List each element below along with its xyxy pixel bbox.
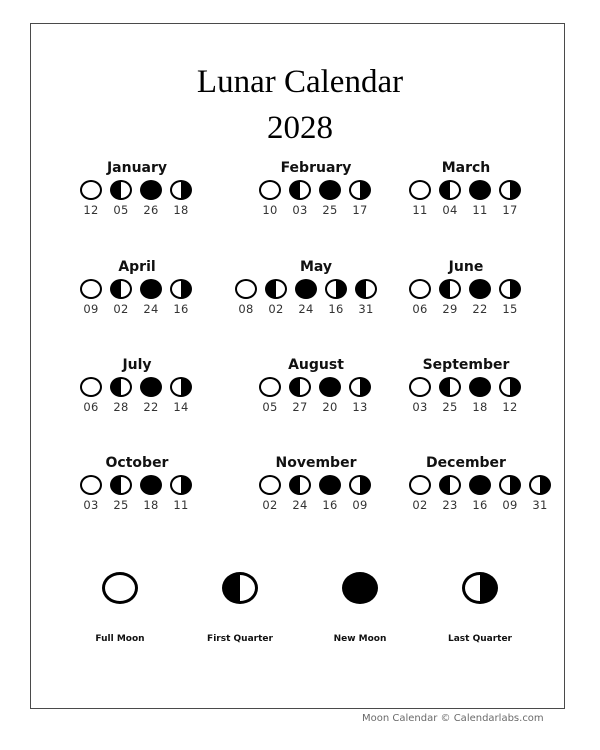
phase-row [52,277,222,337]
phase-last [525,473,555,512]
full-moon-icon [235,279,257,299]
month-name: September [422,357,510,373]
phase-day: 10 [262,203,278,217]
phase-last [495,473,525,512]
phase-new [315,178,345,217]
phase-new [465,473,495,512]
phase-day: 11 [173,498,189,512]
first-quarter-icon [439,279,461,299]
phase-first [351,277,381,316]
new-moon-icon [469,475,491,495]
full-moon-icon [259,475,281,495]
phase-first [285,375,315,414]
phase-full [76,473,106,512]
phase-first [106,178,136,217]
phase-row [381,375,551,435]
phase-first [435,375,465,414]
phase-new [315,473,345,512]
month-august [231,355,401,435]
first-quarter-icon [110,279,132,299]
phase-day: 18 [472,400,488,414]
full-moon-icon [80,180,102,200]
first-quarter-icon [289,377,311,397]
full-moon-icon [102,572,138,604]
full-moon-icon [259,180,281,200]
first-quarter-icon [355,279,377,299]
full-moon-icon [409,279,431,299]
phase-full [255,178,285,217]
first-quarter-icon [289,180,311,200]
phase-day: 16 [328,302,344,316]
year-title: 2028 [267,110,333,146]
phase-last [166,277,196,316]
last-quarter-icon [499,377,521,397]
phase-day: 09 [502,498,518,512]
phase-day: 02 [262,498,278,512]
new-moon-icon [140,180,162,200]
phase-day: 24 [292,498,308,512]
month-name: May [299,259,333,275]
phase-full [405,277,435,316]
first-quarter-icon [265,279,287,299]
phase-new [465,375,495,414]
phase-new [136,178,166,217]
first-quarter-icon [110,377,132,397]
month-march [381,158,551,238]
phase-full [255,375,285,414]
phase-day: 17 [502,203,518,217]
phase-day: 17 [352,203,368,217]
phase-last [321,277,351,316]
first-quarter-icon [110,180,132,200]
phase-row [381,277,551,337]
full-moon-icon [409,180,431,200]
phase-new [291,277,321,316]
new-moon-icon [319,180,341,200]
month-name: October [105,455,169,471]
phase-first [261,277,291,316]
phase-day: 06 [83,400,99,414]
phase-day: 02 [412,498,428,512]
phase-last [495,178,525,217]
phase-day: 25 [113,498,129,512]
phase-row [52,473,222,533]
month-november [231,453,401,533]
legend-item-full [60,572,180,644]
phase-full [405,473,435,512]
phase-day: 25 [322,203,338,217]
phase-day: 23 [442,498,458,512]
month-name: April [118,259,156,275]
new-moon-icon [140,475,162,495]
legend-label: New Moon [333,634,387,644]
legend-label: Last Quarter [447,634,512,644]
full-moon-icon [80,279,102,299]
phase-row [231,473,401,533]
phase-first [435,473,465,512]
last-quarter-icon [349,377,371,397]
phase-day: 13 [352,400,368,414]
phase-new [136,473,166,512]
first-quarter-icon [439,377,461,397]
month-february [231,158,401,238]
full-moon-icon [80,475,102,495]
phase-day: 11 [412,203,428,217]
phase-day: 04 [442,203,458,217]
phase-full [405,375,435,414]
new-moon-icon [319,377,341,397]
phase-first [106,277,136,316]
month-september [381,355,551,435]
phase-day: 03 [292,203,308,217]
phase-day: 14 [173,400,189,414]
phase-row [381,178,551,238]
phase-full [76,277,106,316]
month-december [381,453,551,533]
phase-day: 09 [352,498,368,512]
last-quarter-icon [349,475,371,495]
first-quarter-icon [439,180,461,200]
month-january [52,158,222,238]
phase-last [495,277,525,316]
phase-day: 05 [113,203,129,217]
full-moon-icon [409,377,431,397]
phase-day: 12 [502,400,518,414]
phase-day: 06 [412,302,428,316]
phase-last [166,178,196,217]
phase-last [345,178,375,217]
last-quarter-icon [170,377,192,397]
month-name: February [280,160,352,176]
phase-day: 31 [358,302,374,316]
footer-credit: Moon Calendar © Calendarlabs.com [362,713,544,724]
new-moon-icon [140,279,162,299]
month-name: November [275,455,357,471]
phase-first [285,178,315,217]
first-quarter-icon [110,475,132,495]
phase-new [465,277,495,316]
phase-first [285,473,315,512]
phase-day: 12 [83,203,99,217]
phase-day: 15 [502,302,518,316]
phase-first [106,473,136,512]
phase-day: 09 [83,302,99,316]
new-moon-icon [342,572,378,604]
last-quarter-icon [499,180,521,200]
phase-last [345,473,375,512]
phase-day: 05 [262,400,278,414]
phase-new [136,375,166,414]
phase-first [435,178,465,217]
phase-day: 18 [173,203,189,217]
phase-row [231,277,401,337]
phase-row [52,178,222,238]
phase-row [52,375,222,435]
month-name: July [122,357,152,373]
phase-new [315,375,345,414]
phase-day: 24 [298,302,314,316]
phase-day: 27 [292,400,308,414]
legend-item-last [420,572,540,644]
phase-last [166,473,196,512]
phase-day: 16 [472,498,488,512]
phase-day: 11 [472,203,488,217]
month-october [52,453,222,533]
month-may [231,257,401,337]
last-quarter-icon [529,475,551,495]
month-name: January [106,160,168,176]
phase-new [465,178,495,217]
new-moon-icon [295,279,317,299]
legend-label: First Quarter [207,634,273,644]
legend-item-first [180,572,300,644]
month-name: August [288,357,344,373]
month-name: December [426,455,506,471]
new-moon-icon [319,475,341,495]
month-june [381,257,551,337]
phase-last [345,375,375,414]
new-moon-icon [469,377,491,397]
month-july [52,355,222,435]
phase-day: 18 [143,498,159,512]
phase-row [381,473,551,533]
first-quarter-icon [289,475,311,495]
phase-full [405,178,435,217]
full-moon-icon [80,377,102,397]
first-quarter-icon [222,572,258,604]
phase-day: 29 [442,302,458,316]
phase-day: 02 [268,302,284,316]
phase-last [166,375,196,414]
phase-full [76,178,106,217]
phase-new [136,277,166,316]
phase-full [231,277,261,316]
phase-day: 03 [83,498,99,512]
phase-day: 22 [143,400,159,414]
phase-day: 03 [412,400,428,414]
new-moon-icon [469,180,491,200]
page-title: Lunar Calendar [196,64,404,100]
last-quarter-icon [349,180,371,200]
phase-day: 26 [143,203,159,217]
phase-day: 22 [472,302,488,316]
last-quarter-icon [325,279,347,299]
phase-row [231,178,401,238]
month-april [52,257,222,337]
phase-row [231,375,401,435]
phase-full [255,473,285,512]
first-quarter-icon [439,475,461,495]
phase-day: 02 [113,302,129,316]
full-moon-icon [409,475,431,495]
phase-day: 25 [442,400,458,414]
phase-day: 31 [532,498,548,512]
phase-first [435,277,465,316]
last-quarter-icon [499,475,521,495]
full-moon-icon [259,377,281,397]
phase-last [495,375,525,414]
phase-day: 16 [173,302,189,316]
phase-first [106,375,136,414]
legend-item-new [300,572,420,644]
month-name: June [448,259,484,275]
new-moon-icon [469,279,491,299]
last-quarter-icon [170,279,192,299]
new-moon-icon [140,377,162,397]
phase-day: 28 [113,400,129,414]
phase-day: 24 [143,302,159,316]
last-quarter-icon [170,180,192,200]
phase-day: 16 [322,498,338,512]
last-quarter-icon [462,572,498,604]
phase-full [76,375,106,414]
last-quarter-icon [170,475,192,495]
month-name: March [441,160,491,176]
last-quarter-icon [499,279,521,299]
phase-day: 08 [238,302,254,316]
phase-day: 20 [322,400,338,414]
legend-label: Full Moon [95,634,145,644]
